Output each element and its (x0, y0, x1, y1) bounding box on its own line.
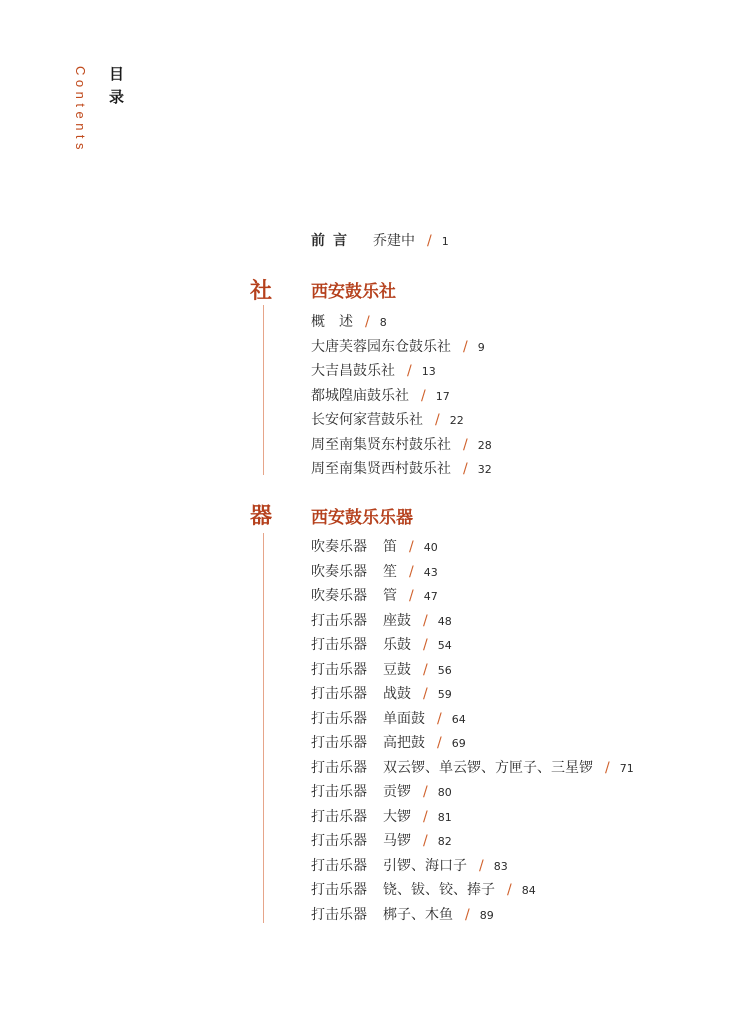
separator-slash: / (423, 661, 428, 678)
page-number: 89 (479, 908, 494, 922)
toc-entry[interactable] (311, 609, 634, 634)
entry-title: 笛 (383, 539, 397, 555)
section-rule (263, 533, 264, 923)
separator-slash: / (463, 461, 468, 477)
entry-title: 战鼓 (383, 686, 411, 702)
toc-entry[interactable] (311, 805, 634, 830)
entry-category: 吹奏乐器 (311, 563, 367, 580)
separator-slash: / (423, 637, 428, 653)
toc-entry[interactable] (311, 335, 492, 360)
separator-slash: / (437, 710, 442, 727)
toc-entry[interactable] (311, 707, 634, 732)
entry-title: 乐鼓 (383, 637, 411, 653)
separator-slash: / (427, 233, 432, 249)
preface-author: 乔建中 (373, 233, 415, 249)
entry-category: 打击乐器 (311, 710, 367, 727)
entry-title: 双云锣、单云锣、方匣子、三星锣 (383, 759, 593, 776)
toc-entry[interactable] (311, 878, 634, 903)
entry-title: 大吉昌鼓乐社 (311, 363, 395, 379)
separator-slash: / (423, 612, 428, 629)
section-item-list (311, 535, 634, 927)
separator-slash: / (423, 808, 428, 825)
separator-slash: / (437, 735, 442, 751)
page-number: 81 (437, 810, 452, 824)
toc-entry[interactable] (311, 829, 634, 854)
separator-slash: / (409, 539, 414, 555)
separator-slash: / (421, 387, 426, 404)
separator-slash: / (409, 563, 414, 580)
entry-category: 打击乐器 (311, 906, 367, 923)
page-number: 69 (451, 737, 466, 750)
page-number: 47 (423, 590, 438, 603)
separator-slash: / (465, 906, 470, 923)
entry-category: 打击乐器 (311, 759, 367, 776)
entry-title: 铙、钹、铰、捧子 (383, 882, 495, 898)
separator-slash: / (463, 338, 468, 355)
page-number: 80 (437, 786, 452, 799)
page-number: 22 (449, 414, 464, 427)
entry-category: 打击乐器 (311, 735, 367, 751)
entry-category: 打击乐器 (311, 808, 367, 825)
entry-category: 打击乐器 (311, 686, 367, 702)
section-rule (263, 305, 264, 475)
toc-entry[interactable] (311, 457, 492, 482)
separator-slash: / (435, 412, 440, 428)
page-number: 32 (477, 463, 492, 476)
toc-entry[interactable] (311, 433, 492, 458)
toc-entry[interactable] (311, 731, 634, 756)
entry-category: 打击乐器 (311, 833, 367, 849)
toc-entry[interactable] (311, 633, 634, 658)
toc-entry[interactable] (311, 756, 634, 781)
entry-title: 座鼓 (383, 612, 411, 629)
entry-category: 吹奏乐器 (311, 539, 367, 555)
page-number: 8 (379, 316, 387, 329)
toc-entry[interactable] (311, 903, 634, 928)
entry-title: 管 (383, 588, 397, 604)
toc-entry[interactable] (311, 310, 492, 335)
entry-title: 周至南集贤东村鼓乐社 (311, 436, 451, 453)
preface-entry[interactable] (311, 230, 449, 250)
entry-title: 梆子、木鱼 (383, 906, 453, 923)
entry-title: 周至南集贤西村鼓乐社 (311, 461, 451, 477)
page-number: 28 (477, 438, 492, 452)
page-number: 71 (619, 761, 634, 775)
separator-slash: / (479, 857, 484, 874)
page-number: 43 (423, 565, 438, 579)
entry-title: 高把鼓 (383, 735, 425, 751)
page-number: 64 (451, 712, 466, 726)
toc-entry[interactable] (311, 535, 634, 560)
entry-category: 打击乐器 (311, 612, 367, 629)
separator-slash: / (605, 759, 610, 776)
page-number: 84 (521, 884, 536, 897)
entry-title: 单面鼓 (383, 710, 425, 727)
page-number: 83 (493, 859, 508, 873)
page-number: 82 (437, 835, 452, 848)
separator-slash: / (423, 784, 428, 800)
separator-slash: / (463, 436, 468, 453)
toc-entry[interactable] (311, 682, 634, 707)
toc-entry[interactable] (311, 408, 492, 433)
section-title: 西安鼓乐乐器 (311, 508, 413, 528)
entry-title: 马锣 (383, 833, 411, 849)
entry-title: 长安何家营鼓乐社 (311, 412, 423, 428)
page-number: 13 (421, 365, 436, 378)
entry-category: 打击乐器 (311, 857, 367, 874)
toc-entry[interactable] (311, 359, 492, 384)
page-number: 59 (437, 688, 452, 701)
section-glyph: 器 (250, 503, 273, 529)
toc-entry[interactable] (311, 384, 492, 409)
separator-slash: / (423, 686, 428, 702)
page-number: 40 (423, 541, 438, 554)
entry-category: 打击乐器 (311, 661, 367, 678)
entry-title: 贡锣 (383, 784, 411, 800)
section-title: 西安鼓乐社 (311, 282, 396, 302)
entry-category: 打击乐器 (311, 637, 367, 653)
entry-title: 大唐芙蓉园东仓鼓乐社 (311, 338, 451, 355)
page-number: 48 (437, 614, 452, 628)
entry-category: 吹奏乐器 (311, 588, 367, 604)
separator-slash: / (365, 314, 370, 330)
page-number: 56 (437, 663, 452, 677)
toc-entry[interactable] (311, 780, 634, 805)
page-number: 17 (435, 389, 450, 403)
section-item-list (311, 310, 492, 482)
contents-english-label: Contents (73, 66, 88, 155)
entry-title: 概 述 (311, 314, 353, 330)
toc-entry[interactable] (311, 658, 634, 683)
toc-entry[interactable] (311, 854, 634, 879)
separator-slash: / (407, 363, 412, 379)
toc-entry[interactable] (311, 560, 634, 585)
entry-category: 打击乐器 (311, 882, 367, 898)
page-number: 54 (437, 639, 452, 652)
entry-title: 都城隍庙鼓乐社 (311, 387, 409, 404)
entry-category: 打击乐器 (311, 784, 367, 800)
separator-slash: / (423, 833, 428, 849)
entry-title: 豆鼓 (383, 661, 411, 678)
section-glyph: 社 (250, 278, 273, 304)
contents-chinese-label: 目录 (107, 66, 125, 112)
separator-slash: / (409, 588, 414, 604)
preface-label: 前言 (311, 233, 355, 249)
toc-entry[interactable] (311, 584, 634, 609)
page-number: 1 (441, 235, 449, 248)
page-number: 9 (477, 340, 485, 354)
entry-title: 笙 (383, 563, 397, 580)
entry-title: 大锣 (383, 808, 411, 825)
separator-slash: / (507, 882, 512, 898)
entry-title: 引锣、海口子 (383, 857, 467, 874)
